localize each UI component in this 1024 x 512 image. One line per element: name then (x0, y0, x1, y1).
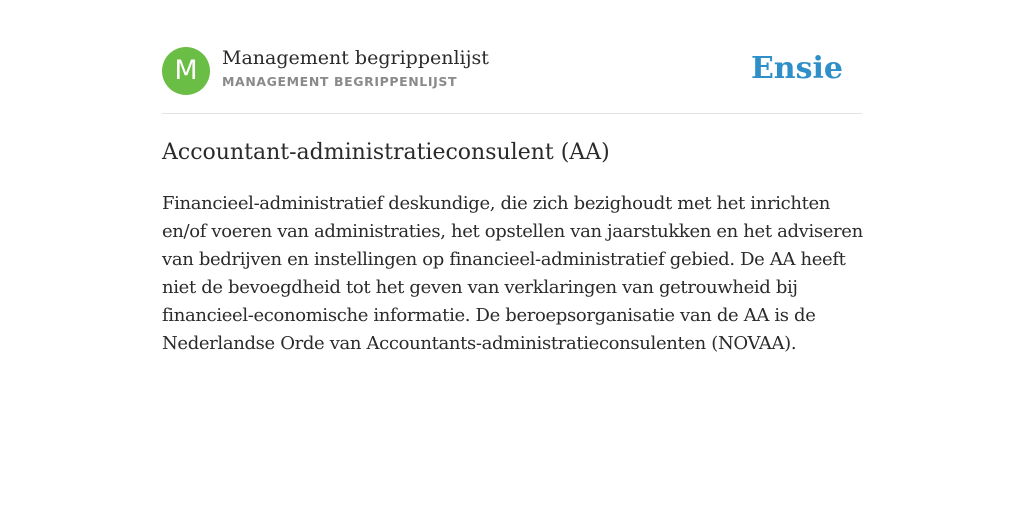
divider (162, 113, 862, 114)
dictionary-title[interactable]: Management begrippenlijst (222, 47, 489, 69)
definition-line: Nederlandse Orde van Accountants-administratieconsulenten (NOVAA). (162, 333, 797, 354)
dictionary-subtitle: MANAGEMENT BEGRIPPENLIJST (222, 74, 458, 89)
dictionary-avatar[interactable]: M (162, 47, 210, 95)
brand-logo[interactable]: Ensie (750, 51, 843, 86)
definition-line: financieel-economische informatie. De beroepsorganisatie van de AA is de (162, 305, 816, 326)
dictionary-titles (222, 46, 489, 89)
definition-text (162, 190, 862, 358)
definition-line: van bedrijven en instellingen op financieel-administratief gebied. De AA heeft (162, 249, 846, 270)
definition-line: niet de bevoegdheid tot het geven van verklaringen van getrouwheid bij (162, 277, 798, 298)
header (162, 46, 862, 98)
definition-line: Financieel-administratief deskundige, die zich bezighoudt met het inrichten (162, 193, 831, 214)
term-title: Accountant-administratieconsulent (AA) (162, 140, 610, 165)
definition-line: en/of voeren van administraties, het opstellen van jaarstukken en het adviseren (162, 221, 863, 242)
